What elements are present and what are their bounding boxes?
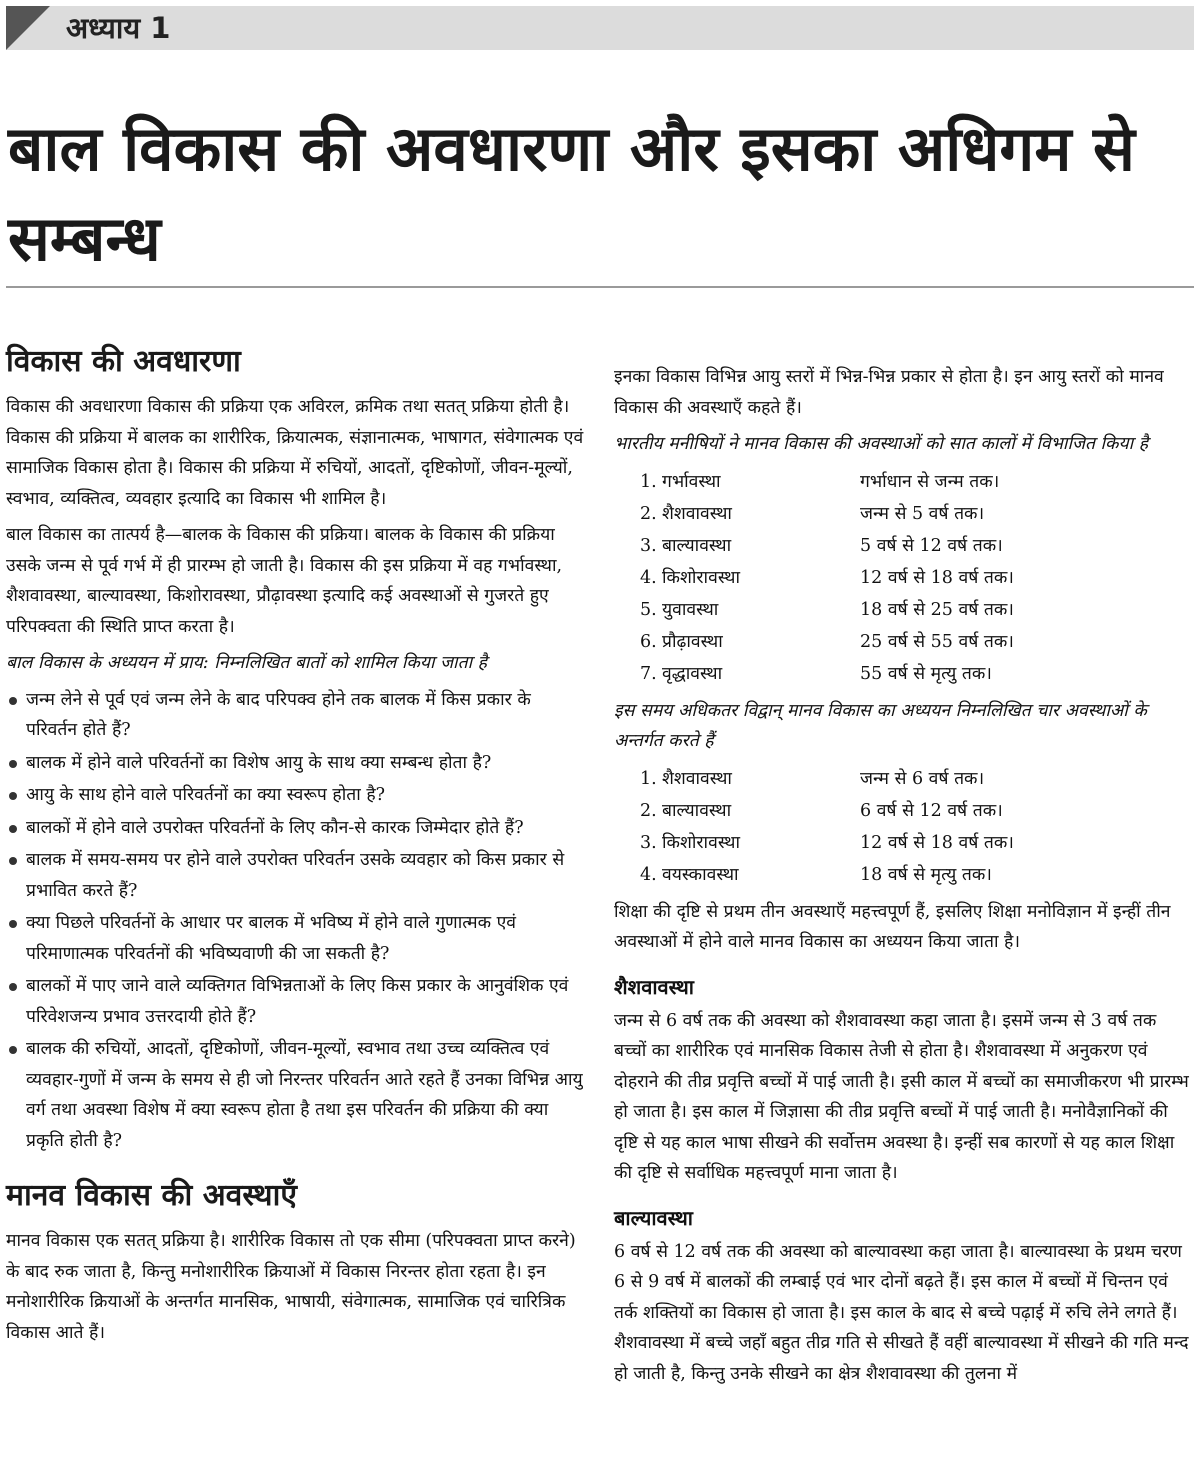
stage-range: जन्म से 6 वर्ष तक। — [860, 768, 985, 789]
paragraph: 6 वर्ष से 12 वर्ष तक की अवस्था को बाल्यावस्था कहा जाता है। बाल्यावस्था के प्रथम चरण 6 से 9 वर्ष में बालकों की लम्बाई एवं भार दोनों बढ़ते हैं। इस काल में बच्चों में चिन्तन एवं तर्क शक्तियों का विकास हो जाता है। इस काल के बाद से बच्चे पढ़ाई में रुचि लेने लगते हैं। शैशवावस्था में बच्चे जहाँ बहुत तीव्र गति से सीखते हैं वहीं बाल्यावस्था में सीखने की गति मन्द हो जाती है, किन्तु उनके सीखने का क्षेत्र शैशवावस्था की तुलना में — [614, 1241, 1189, 1384]
stage-number: 2. — [640, 800, 657, 821]
stage-number: 5. — [640, 599, 657, 620]
stage-range: 12 वर्ष से 18 वर्ष तक। — [860, 832, 1014, 853]
stage-name: वृद्धावस्था — [662, 663, 723, 684]
chapter-label: अध्याय 1 — [66, 11, 171, 45]
stage-range: 18 वर्ष से मृत्यु तक। — [860, 864, 992, 885]
bullet-item: बालक की रुचियों, आदतों, दृष्टिकोणों, जीवन-मूल्यों, स्वभाव तथा उच्च व्यक्तित्व एवं व्यवहार-गुणों में जन्म के समय से ही जो निरन्तर परिवर्तन आते रहते हैं उनका विभिन्न आयु वर्ग तथा अवस्था विशेष में क्या स्वरूप होता है तथा इस परिवर्तन की प्रक्रिया की क्या प्रकृति होती है? — [6, 1034, 586, 1156]
stage-range: 6 वर्ष से 12 वर्ष तक। — [860, 800, 1003, 821]
stage-number: 4. — [640, 567, 657, 588]
paragraph: जन्म से 6 वर्ष तक की अवस्था को शैशवावस्था कहा जाता है। इसमें जन्म से 3 वर्ष तक बच्चों का शारीरिक एवं मानसिक विकास तेजी से होता है। शैशवावस्था में अनुकरण एवं दोहराने की तीव्र प्रवृत्ति बच्चों में पाई जाती है। इसी काल में बच्चों का समाजीकरण भी प्रारम्भ हो जाता है। इस काल में जिज्ञासा की तीव्र प्रवृत्ति बच्चों में पाई जाती है। मनोवैज्ञानिकों की दृष्टि से यह काल भाषा सीखने की सर्वोत्तम अवस्था है। इन्हीं सब कारणों से यह काल शिक्षा की दृष्टि से सर्वाधिक महत्त्वपूर्ण माना जाता है। — [614, 1010, 1189, 1183]
four-stages-table — [640, 763, 1014, 891]
left-column — [6, 340, 586, 1354]
paragraph: इनका विकास विभिन्न आयु स्तरों में भिन्न-भिन्न प्रकार से होता है। इन आयु स्तरों को मानव विकास की अवस्थाएँ कहते हैं। — [614, 367, 1164, 418]
stage-row — [640, 466, 1014, 498]
stage-row — [640, 827, 1014, 859]
stage-row — [640, 498, 1014, 530]
stage-range: गर्भाधान से जन्म तक। — [860, 471, 1000, 492]
stage-number: 1. — [640, 768, 657, 789]
stage-range: जन्म से 5 वर्ष तक। — [860, 503, 985, 524]
stage-number: 3. — [640, 535, 657, 556]
paragraph: शिक्षा की दृष्टि से प्रथम तीन अवस्थाएँ महत्त्वपूर्ण हैं, इसलिए शिक्षा मनोविज्ञान में इन्हीं तीन अवस्थाओं में होने वाले मानव विकास का अध्ययन किया जाता है। — [614, 901, 1171, 952]
stage-number: 1. — [640, 471, 657, 492]
italic-intro: इस समय अधिकतर विद्वान् मानव विकास का अध्ययन निम्नलिखित चार अवस्थाओं के अन्तर्गत करते हैं — [614, 700, 1147, 751]
paragraph: बाल विकास का तात्पर्य है—बालक के विकास की प्रक्रिया। बालक के विकास की प्रक्रिया उसके जन्म से पूर्व गर्भ में ही प्रारम्भ हो जाती है। विकास की इस प्रक्रिया में वह गर्भावस्था, शैशवावस्था, बाल्यावस्था, किशोरावस्था, प्रौढ़ावस्था इत्यादि कई अवस्थाओं से गुजरते हुए परिपक्वता की स्थिति प्राप्त करता है। — [6, 525, 563, 637]
stage-name: शैशवावस्था — [662, 503, 732, 524]
bullet-item: बालक में समय-समय पर होने वाले उपरोक्त परिवर्तन उसके व्यवहार को किस प्रकार से प्रभावित करते हैं? — [6, 845, 586, 906]
title-divider — [6, 286, 1194, 288]
right-column — [614, 362, 1192, 1395]
stage-name: वयस्कावस्था — [662, 864, 739, 885]
stage-name: गर्भावस्था — [662, 471, 721, 492]
stage-name: शैशवावस्था — [662, 768, 732, 789]
stage-range: 5 वर्ष से 12 वर्ष तक। — [860, 535, 1003, 556]
bullet-item: आयु के साथ होने वाले परिवर्तनों का क्या स्वरूप होता है? — [6, 780, 586, 811]
stage-row — [640, 859, 1014, 891]
italic-intro: बाल विकास के अध्ययन में प्राय: निम्नलिखित बातों को शामिल किया जाता है — [6, 653, 487, 673]
bullet-item: बालकों में पाए जाने वाले व्यक्तिगत विभिन्नताओं के लिए किस प्रकार के आनुवंशिक एवं परिवेशजन्य प्रभाव उत्तरदायी होते हैं? — [6, 971, 586, 1032]
bullet-item: जन्म लेने से पूर्व एवं जन्म लेने के बाद परिपक्व होने तक बालक में किस प्रकार के परिवर्तन होते हैं? — [6, 685, 586, 746]
stage-range: 12 वर्ष से 18 वर्ष तक। — [860, 567, 1014, 588]
stage-name: बाल्यावस्था — [662, 800, 732, 821]
stage-row — [640, 795, 1014, 827]
stage-name: किशोरावस्था — [662, 832, 740, 853]
stage-name: प्रौढ़ावस्था — [662, 631, 723, 652]
bullet-list — [6, 685, 586, 1157]
stage-number: 3. — [640, 832, 657, 853]
stage-range: 55 वर्ष से मृत्यु तक। — [860, 663, 992, 684]
subheading-childhood: बाल्यावस्था — [614, 1205, 693, 1230]
stage-row — [640, 594, 1014, 626]
stage-number: 6. — [640, 631, 657, 652]
stage-row — [640, 658, 1014, 690]
section-heading-stages: मानव विकास की अवस्थाएँ — [6, 1178, 297, 1213]
stage-row — [640, 763, 1014, 795]
subheading-infancy: शैशवावस्था — [614, 974, 694, 999]
stage-row — [640, 562, 1014, 594]
bullet-item: बालकों में होने वाले उपरोक्त परिवर्तनों के लिए कौन-से कारक जिम्मेदार होते हैं? — [6, 813, 586, 844]
chapter-title: बाल विकास की अवधारणा और इसका अधिगम से सम्बन्ध — [8, 112, 1135, 275]
bullet-item: बालक में होने वाले परिवर्तनों का विशेष आयु के साथ क्या सम्बन्ध होता है? — [6, 748, 586, 779]
stage-number: 2. — [640, 503, 657, 524]
section-heading-vikas: विकास की अवधारणा — [6, 344, 241, 379]
italic-intro: भारतीय मनीषियों ने मानव विकास की अवस्थाओं को सात कालों में विभाजित किया है — [614, 434, 1149, 454]
stage-name: बाल्यावस्था — [662, 535, 732, 556]
stage-range: 18 वर्ष से 25 वर्ष तक। — [860, 599, 1014, 620]
chapter-header-bar — [6, 6, 1194, 50]
stage-range: 25 वर्ष से 55 वर्ष तक। — [860, 631, 1014, 652]
stage-row — [640, 530, 1014, 562]
paragraph: मानव विकास एक सतत् प्रक्रिया है। शारीरिक विकास तो एक सीमा (परिपक्वता प्राप्त करने) के बाद रुक जाता है, किन्तु मनोशारीरिक क्रियाओं में विकास निरन्तर होता रहता है। इन मनोशारीरिक क्रियाओं के अन्तर्गत मानसिक, भाषायी, संवेगात्मक, सामाजिक एवं चारित्रिक विकास आते हैं। — [6, 1231, 576, 1343]
stage-number: 7. — [640, 663, 657, 684]
stage-name: युवावस्था — [662, 599, 719, 620]
stage-number: 4. — [640, 864, 657, 885]
stage-row — [640, 626, 1014, 658]
paragraph: विकास की अवधारणा विकास की प्रक्रिया एक अविरल, क्रमिक तथा सतत् प्रक्रिया होती है। विकास की प्रक्रिया में बालक का शारीरिक, क्रियात्मक, संज्ञानात्मक, भाषागत, संवेगात्मक एवं सामाजिक विकास होता है। विकास की प्रक्रिया में रुचियों, आदतों, दृष्टिकोणों, जीवन-मूल्यों, स्वभाव, व्यक्तित्व, व्यवहार इत्यादि का विकास भी शामिल है। — [6, 397, 584, 509]
chapter-marker — [6, 6, 50, 50]
stage-name: किशोरावस्था — [662, 567, 740, 588]
bullet-item: क्या पिछले परिवर्तनों के आधार पर बालक में भविष्य में होने वाले गुणात्मक एवं परिमाणात्मक परिवर्तनों की भविष्यवाणी की जा सकती है? — [6, 908, 586, 969]
seven-stages-table — [640, 466, 1014, 690]
